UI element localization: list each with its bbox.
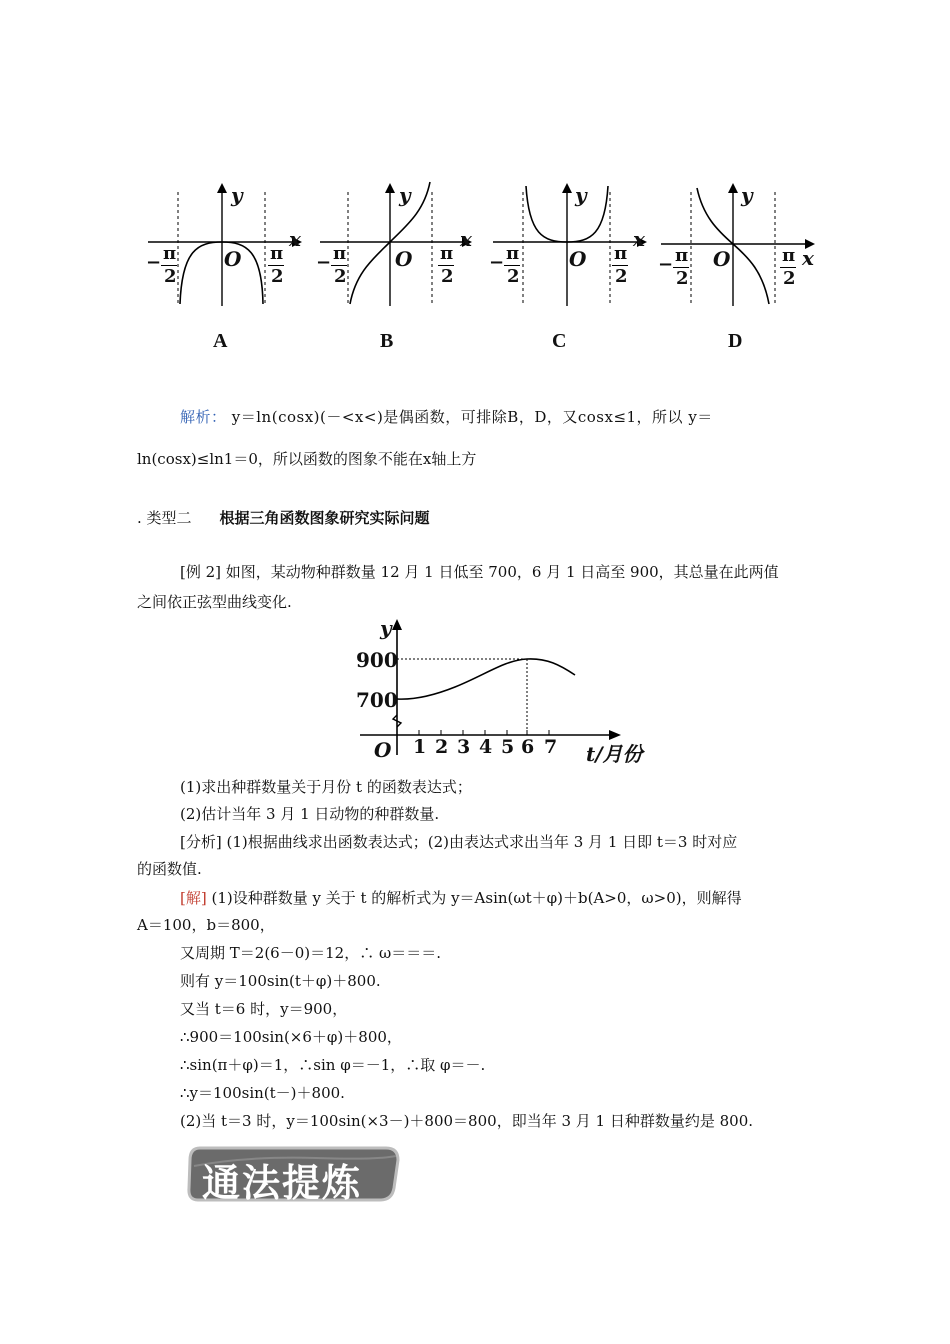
panel-a-origin: O — [224, 247, 242, 271]
panel-b-pos-two: 2 — [441, 266, 454, 287]
panel-c-pos-pi: π — [614, 243, 628, 264]
panel-a-label: A — [213, 330, 228, 352]
analysis-line-1 — [180, 407, 713, 427]
section-heading — [137, 508, 430, 528]
graph-label-900: 900 — [356, 648, 398, 672]
panel-c-origin: O — [569, 247, 587, 271]
panel-a-pos-pi: π — [270, 243, 284, 264]
panel-a-y-label: y — [231, 183, 243, 207]
fenxi-line-2: 的函数值. — [137, 860, 202, 878]
example-line-2: 之间依正弦型曲线变化. — [137, 593, 292, 611]
tongfa-badge — [186, 1144, 402, 1204]
graph-tick-6: 6 — [521, 736, 535, 758]
panel-d-neg-pi: π — [675, 245, 689, 266]
panel-b-neg-two: 2 — [334, 266, 347, 287]
panel-b-neg-sign: − — [316, 252, 332, 273]
graph-tick-2: 2 — [435, 736, 449, 758]
question-1: (1)求出种群数量关于月份 t 的函数表达式； — [180, 778, 472, 796]
panel-d-origin: O — [713, 247, 731, 271]
solution-line-8: ∴y＝100sin(t－)＋800. — [180, 1084, 345, 1102]
panel-d-neg-two: 2 — [676, 268, 689, 289]
panel-b-label: B — [380, 330, 394, 352]
solution-line-4: 则有 y＝100sin(t＋φ)＋800. — [180, 972, 381, 990]
panel-d-neg-sign: − — [658, 254, 674, 275]
panel-b-origin: O — [395, 247, 413, 271]
graph-tick-1: 1 — [413, 736, 427, 758]
panel-a-pos-two: 2 — [271, 266, 284, 287]
graph-label-700: 700 — [356, 688, 398, 712]
solution-line-7: ∴sin(π＋φ)＝1，∴sin φ＝－1，∴取 φ＝－. — [180, 1056, 486, 1074]
solution-label: [解] — [180, 889, 207, 907]
panel-c-neg-pi: π — [506, 243, 520, 264]
example-line-1: [例 2] 如图，某动物种群数量 12 月 1 日低至 700，6 月 1 日高至 900，其总量在此两值 — [180, 563, 779, 581]
panel-b-y-label: y — [399, 183, 411, 207]
panel-c-neg-two: 2 — [507, 266, 520, 287]
analysis-label: 解析： — [180, 408, 227, 426]
badge-text: 通法提炼 — [202, 1161, 363, 1205]
graph-tick-3: 3 — [457, 736, 471, 758]
solution-line-3: 又周期 T＝2(6－0)＝12，∴ ω＝＝＝. — [180, 944, 441, 962]
solution-line-5: 又当 t＝6 时，y＝900， — [180, 1000, 348, 1018]
panel-d-pos-pi: π — [782, 245, 796, 266]
panel-d-label: D — [728, 330, 743, 352]
panel-d-pos-two: 2 — [783, 268, 796, 289]
panel-b-neg-pi: π — [333, 243, 347, 264]
panel-d-y-label: y — [741, 183, 753, 207]
section-title: 根据三角函数图象研究实际问题 — [219, 509, 430, 527]
panel-c-pos-two: 2 — [615, 266, 628, 287]
graph-x-axis-label: t/月份 — [586, 742, 643, 766]
graph-y-axis-label: y — [380, 616, 392, 640]
graph-tick-5: 5 — [501, 736, 515, 758]
panel-c-label: C — [552, 330, 567, 352]
solution-line-9: (2)当 t＝3 时，y＝100sin(×3－)＋800＝800，即当年 3 月 1 日种群数量约是 800. — [180, 1112, 754, 1130]
solution-line-2: A＝100，b＝800， — [137, 916, 275, 934]
panel-a-neg-pi: π — [163, 243, 177, 264]
graph-tick-4: 4 — [479, 736, 493, 758]
panel-b-x-label: x — [460, 227, 472, 251]
fenxi-line-1: [分析] (1)根据曲线求出函数表达式；(2)由表达式求出当年 3 月 1 日即 t＝3 时对应 — [180, 833, 738, 851]
graph-origin: O — [374, 738, 392, 762]
panel-a-neg-two: 2 — [164, 266, 177, 287]
panel-d-x-label: x — [802, 246, 814, 270]
solution-line-6: ∴900＝100sin(×6＋φ)＋800， — [180, 1028, 402, 1046]
graph-tick-7: 7 — [544, 736, 558, 758]
panel-a-neg-sign: − — [146, 252, 162, 273]
panel-c-y-label: y — [575, 183, 587, 207]
panel-c-neg-sign: − — [489, 252, 505, 273]
analysis-line-2: ln(cosx)≤ln1＝0，所以函数的图象不能在x轴上方 — [137, 450, 477, 468]
panel-b-pos-pi: π — [440, 243, 454, 264]
solution-text-1: (1)设种群数量 y 关于 t 的解析式为 y＝Asin(ωt＋φ)＋b(A>0，ω>0)，则解得 — [206, 889, 742, 907]
section-prefix: . 类型二 — [137, 509, 192, 527]
panel-a-x-label: x — [289, 227, 301, 251]
analysis-text-1: y＝ln(cosx)(－<x<)是偶函数，可排除B，D，又cosx≤1，所以 y＝ — [226, 408, 713, 426]
panel-c-x-label: x — [633, 227, 645, 251]
solution-line-1 — [180, 888, 742, 908]
question-2: (2)估计当年 3 月 1 日动物的种群数量. — [180, 805, 440, 823]
